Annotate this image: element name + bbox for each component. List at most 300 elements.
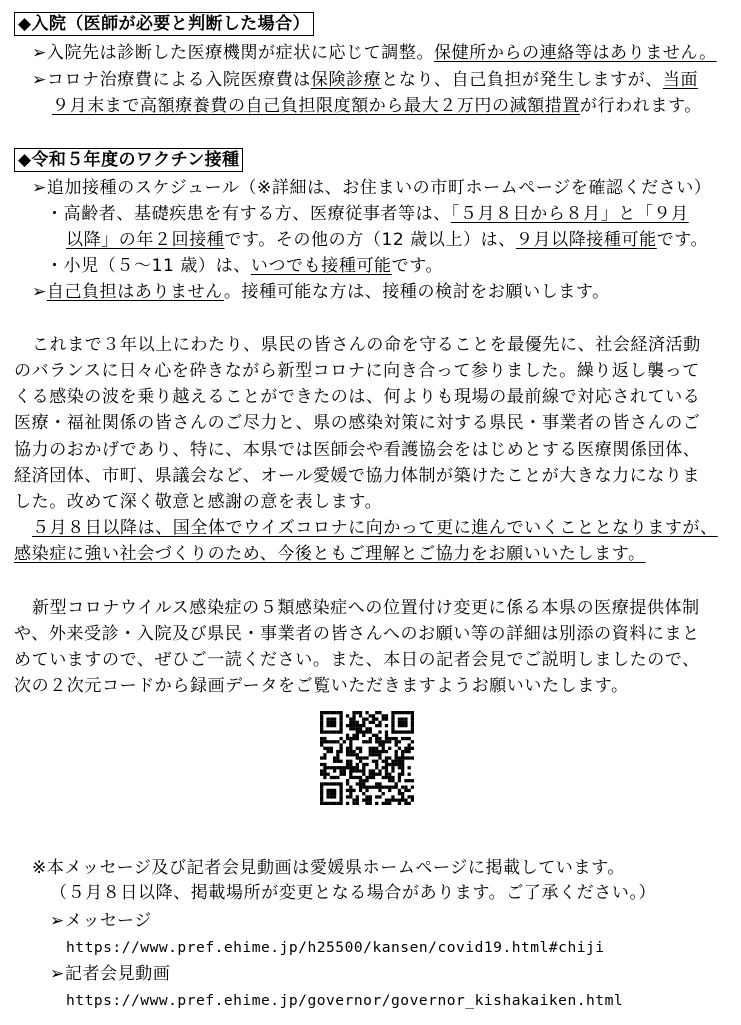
qr-module <box>330 792 333 795</box>
qr-module <box>352 769 355 772</box>
qr-module <box>401 724 404 727</box>
qr-module <box>349 776 352 779</box>
qr-module <box>378 753 381 756</box>
qr-module <box>411 721 414 724</box>
hospital-item-2-text-a: ➢コロナ治療費による入院医療費は <box>32 70 311 90</box>
qr-module <box>352 750 355 753</box>
qr-module <box>362 730 365 733</box>
qr-module <box>375 711 378 714</box>
qr-module <box>388 747 391 750</box>
qr-module <box>411 711 414 714</box>
qr-module <box>320 711 323 714</box>
qr-module <box>339 737 342 740</box>
qr-module <box>326 747 329 750</box>
qr-module <box>356 756 359 759</box>
qr-module <box>385 714 388 717</box>
qr-module <box>362 756 365 759</box>
qr-module <box>391 717 394 720</box>
qr-module <box>352 776 355 779</box>
qr-module <box>359 760 362 763</box>
qr-module <box>320 724 323 727</box>
qr-module <box>346 763 349 766</box>
qr-module <box>408 795 411 798</box>
qr-module <box>359 776 362 779</box>
qr-module <box>408 750 411 753</box>
footer-note-2: （５月８日以降、掲載場所が変更となる場合があります。ご了承ください。） <box>50 883 657 903</box>
qr-module <box>411 717 414 720</box>
qr-module <box>382 747 385 750</box>
qr-module <box>365 789 368 792</box>
qr-module <box>382 717 385 720</box>
qr-module <box>411 727 414 730</box>
qr-module <box>388 737 391 740</box>
qr-module <box>330 724 333 727</box>
qr-module <box>369 773 372 776</box>
qr-module <box>391 795 394 798</box>
qr-module <box>398 760 401 763</box>
qr-module <box>365 799 368 802</box>
qr-module <box>404 789 407 792</box>
qr-module <box>346 779 349 782</box>
hospital-item-2-line-2 <box>52 95 702 117</box>
qr-module <box>333 756 336 759</box>
qr-module <box>333 721 336 724</box>
hospital-item-1-underlined: 保健所からの連絡等はありません。 <box>434 43 717 63</box>
vaccine-elderly-text-a: ・高齢者、基礎疾患を有する方、医療従事者等は、 <box>46 204 451 224</box>
qr-module <box>336 753 339 756</box>
qr-module <box>356 799 359 802</box>
qr-module <box>320 730 323 733</box>
paragraph-1-underlined-line-2: 感染症に強い社会づくりのため、今後ともご理解とご協力をお願いいたします。 <box>14 544 646 564</box>
qr-module <box>326 740 329 743</box>
qr-module <box>356 734 359 737</box>
qr-module <box>352 789 355 792</box>
qr-module <box>385 763 388 766</box>
qr-module <box>411 747 414 750</box>
qr-module <box>398 789 401 792</box>
qr-module <box>339 782 342 785</box>
qr-module <box>349 789 352 792</box>
qr-module <box>398 763 401 766</box>
qr-module <box>356 747 359 750</box>
qr-module <box>359 786 362 789</box>
qr-module <box>365 717 368 720</box>
qr-module <box>323 747 326 750</box>
qr-module <box>359 727 362 730</box>
qr-module <box>346 737 349 740</box>
qr-module <box>346 802 349 805</box>
qr-module <box>385 776 388 779</box>
vaccine-cost <box>32 281 610 303</box>
qr-module <box>378 786 381 789</box>
qr-module <box>375 802 378 805</box>
qr-module <box>401 799 404 802</box>
qr-module <box>369 727 372 730</box>
qr-module <box>352 721 355 724</box>
qr-module <box>365 711 368 714</box>
qr-module <box>339 760 342 763</box>
qr-module <box>333 769 336 772</box>
qr-module <box>375 717 378 720</box>
paragraph-1-underlined-line-1: ５月８日以降は、国全体でウイズコロナに向かって更に進んでいくこととなりますが、 <box>32 518 718 538</box>
qr-module <box>391 724 394 727</box>
qr-module <box>339 721 342 724</box>
qr-module <box>372 747 375 750</box>
qr-module <box>391 763 394 766</box>
qr-module <box>352 717 355 720</box>
qr-module <box>333 766 336 769</box>
hospital-item-2-line-1 <box>32 69 698 91</box>
qr-module <box>359 750 362 753</box>
qr-module <box>339 789 342 792</box>
qr-module <box>398 747 401 750</box>
qr-module <box>365 795 368 798</box>
footer-video-label: ➢記者会見動画 <box>50 964 171 984</box>
qr-module <box>362 792 365 795</box>
qr-module <box>401 756 404 759</box>
qr-module <box>320 789 323 792</box>
qr-module <box>369 802 372 805</box>
qr-module <box>391 721 394 724</box>
qr-module <box>333 776 336 779</box>
qr-module <box>330 802 333 805</box>
qr-module <box>356 769 359 772</box>
hospital-item-2-text-b: となり、自己負担が発生しますが、 <box>381 70 663 90</box>
qr-module <box>372 776 375 779</box>
qr-module <box>336 776 339 779</box>
qr-module <box>362 721 365 724</box>
qr-module <box>352 799 355 802</box>
qr-module <box>375 747 378 750</box>
qr-module <box>372 714 375 717</box>
qr-module <box>411 786 414 789</box>
qr-module <box>356 724 359 727</box>
qr-module <box>369 737 372 740</box>
qr-module <box>375 740 378 743</box>
vaccine-child-text-b: です。 <box>391 256 444 276</box>
footer-video-url-link[interactable]: https://www.pref.ehime.jp/governor/governor_kishakaiken.html <box>66 992 624 1009</box>
vaccine-child <box>46 255 443 277</box>
qr-module <box>395 799 398 802</box>
qr-module <box>401 766 404 769</box>
qr-module <box>349 750 352 753</box>
qr-module <box>365 730 368 733</box>
qr-module <box>339 714 342 717</box>
qr-module <box>326 789 329 792</box>
qr-module <box>326 717 329 720</box>
qr-module <box>369 721 372 724</box>
qr-module <box>359 779 362 782</box>
qr-module <box>398 740 401 743</box>
qr-module <box>339 711 342 714</box>
qr-module <box>398 721 401 724</box>
paragraph-1-line: これまで３年以上にわたり、県民の皆さんの命を守ることを最優先に、社会経済活動 <box>32 335 701 355</box>
qr-module <box>369 740 372 743</box>
qr-module <box>385 802 388 805</box>
qr-module <box>330 750 333 753</box>
qr-module <box>339 743 342 746</box>
qr-module <box>349 717 352 720</box>
qr-module <box>388 776 391 779</box>
qr-module <box>346 782 349 785</box>
qr-module <box>343 766 346 769</box>
qr-module <box>349 737 352 740</box>
qr-module <box>352 734 355 737</box>
vaccine-cost-underlined: 自己負担はありません <box>46 282 224 302</box>
qr-module <box>404 747 407 750</box>
qr-module <box>388 799 391 802</box>
qr-module <box>323 776 326 779</box>
qr-module <box>369 747 372 750</box>
qr-module <box>385 730 388 733</box>
qr-module <box>333 792 336 795</box>
qr-module <box>372 760 375 763</box>
qr-module <box>320 792 323 795</box>
qr-module <box>395 763 398 766</box>
qr-module <box>411 795 414 798</box>
qr-module <box>388 763 391 766</box>
qr-module <box>395 750 398 753</box>
qr-module <box>408 711 411 714</box>
qr-module <box>330 782 333 785</box>
qr-module <box>404 756 407 759</box>
qr-module <box>356 763 359 766</box>
qr-module <box>339 750 342 753</box>
qr-module <box>330 730 333 733</box>
qr-module <box>385 769 388 772</box>
qr-module <box>349 727 352 730</box>
qr-module <box>382 786 385 789</box>
qr-module <box>382 776 385 779</box>
hospital-item-2-text-c: が行われます。 <box>580 96 702 116</box>
qr-module <box>336 711 339 714</box>
vaccine-child-underlined: いつでも接種可能 <box>250 256 392 276</box>
qr-module <box>411 799 414 802</box>
qr-module <box>388 756 391 759</box>
qr-module <box>382 714 385 717</box>
qr-module <box>372 786 375 789</box>
qr-module <box>388 786 391 789</box>
qr-module <box>320 756 323 759</box>
qr-module <box>382 740 385 743</box>
vaccine-cost-text: 。接種可能な方は、接種の検討をお願いします。 <box>223 282 610 302</box>
qr-module <box>395 737 398 740</box>
qr-module <box>356 753 359 756</box>
qr-module <box>378 724 381 727</box>
qr-module <box>323 782 326 785</box>
qr-module <box>339 792 342 795</box>
qr-module <box>391 711 394 714</box>
qr-module <box>398 776 401 779</box>
qr-module <box>339 730 342 733</box>
qr-module <box>323 802 326 805</box>
qr-module <box>343 769 346 772</box>
qr-module <box>398 711 401 714</box>
qr-module <box>408 789 411 792</box>
qr-module <box>408 743 411 746</box>
qr-module <box>382 750 385 753</box>
qr-module <box>395 730 398 733</box>
qr-module <box>401 795 404 798</box>
qr-module <box>365 740 368 743</box>
qr-module <box>336 782 339 785</box>
qr-module <box>320 740 323 743</box>
qr-module <box>391 727 394 730</box>
qr-module <box>326 750 329 753</box>
vaccine-elderly-line-2 <box>66 229 708 251</box>
qr-module <box>375 773 378 776</box>
qr-module <box>346 795 349 798</box>
qr-module <box>336 760 339 763</box>
qr-module <box>388 802 391 805</box>
qr-module <box>365 779 368 782</box>
hospital-item-1 <box>32 42 717 64</box>
qr-module <box>398 756 401 759</box>
paragraph-2-line: 次の２次元コードから録画データをご覧いただきますようお願いいたします。 <box>14 676 629 696</box>
qr-module <box>362 766 365 769</box>
qr-module <box>346 747 349 750</box>
vaccine-cost-arrow: ➢ <box>32 282 47 302</box>
qr-module <box>320 773 323 776</box>
qr-module <box>323 711 326 714</box>
qr-module <box>395 760 398 763</box>
qr-module <box>385 740 388 743</box>
qr-module <box>326 721 329 724</box>
qr-module <box>375 760 378 763</box>
qr-module <box>395 753 398 756</box>
qr-module <box>369 799 372 802</box>
vaccine-child-text-a: ・小児（５～11 歳）は、 <box>46 256 251 276</box>
vaccine-elderly-underlined-b: 以降」の年２回接種 <box>66 230 225 250</box>
qr-module <box>320 786 323 789</box>
qr-module <box>411 756 414 759</box>
qr-module <box>349 753 352 756</box>
qr-module <box>404 799 407 802</box>
qr-module <box>385 760 388 763</box>
qr-module <box>352 753 355 756</box>
qr-module <box>398 724 401 727</box>
qr-code-graphic <box>320 711 414 805</box>
qr-module <box>398 779 401 782</box>
qr-module <box>375 750 378 753</box>
qr-module <box>388 779 391 782</box>
qr-module <box>326 711 329 714</box>
vaccine-elderly-text-b: です。その他の方（12 歳以上）は、 <box>224 230 516 250</box>
qr-module <box>408 737 411 740</box>
qr-module <box>395 756 398 759</box>
qr-module <box>369 769 372 772</box>
qr-module <box>333 730 336 733</box>
qr-module <box>388 773 391 776</box>
qr-module <box>401 730 404 733</box>
qr-module <box>404 737 407 740</box>
qr-module <box>375 763 378 766</box>
qr-module <box>385 786 388 789</box>
footer-message-label: ➢メッセージ <box>50 911 152 931</box>
qr-module <box>372 750 375 753</box>
qr-module <box>411 779 414 782</box>
qr-module <box>401 760 404 763</box>
qr-module <box>320 727 323 730</box>
qr-module <box>362 786 365 789</box>
qr-module <box>388 740 391 743</box>
qr-module <box>359 714 362 717</box>
qr-module <box>369 750 372 753</box>
qr-module <box>326 792 329 795</box>
qr-module <box>395 782 398 785</box>
qr-module <box>411 714 414 717</box>
qr-module <box>352 714 355 717</box>
qr-module <box>404 802 407 805</box>
qr-module <box>330 789 333 792</box>
qr-module <box>401 711 404 714</box>
qr-module <box>349 786 352 789</box>
qr-module <box>378 769 381 772</box>
qr-module <box>382 743 385 746</box>
qr-module <box>346 766 349 769</box>
paragraph-1-line: くる感染の波を乗り越えることができたのは、何よりも現場の最前線で対応されている <box>14 387 701 407</box>
qr-module <box>339 795 342 798</box>
qr-module <box>339 747 342 750</box>
qr-module <box>372 769 375 772</box>
qr-module <box>343 773 346 776</box>
qr-module <box>356 711 359 714</box>
qr-module <box>349 724 352 727</box>
qr-module <box>320 802 323 805</box>
qr-module <box>323 773 326 776</box>
qr-module <box>362 724 365 727</box>
qr-module <box>349 769 352 772</box>
paragraph-1-line: のバランスに日々心を砕きながら新型コロナに向き合って参りました。繰り返し襲って <box>14 361 700 381</box>
qr-module <box>356 776 359 779</box>
qr-module <box>320 769 323 772</box>
qr-module <box>372 773 375 776</box>
qr-module <box>404 711 407 714</box>
qr-module <box>349 743 352 746</box>
qr-module <box>369 776 372 779</box>
qr-module <box>388 789 391 792</box>
qr-module <box>336 802 339 805</box>
qr-module <box>352 737 355 740</box>
qr-module <box>401 750 404 753</box>
footer-message-url-link[interactable]: https://www.pref.ehime.jp/h25500/kansen/covid19.html#chiji <box>66 939 605 956</box>
qr-module <box>330 740 333 743</box>
qr-module <box>339 717 342 720</box>
qr-module <box>326 724 329 727</box>
qr-module <box>326 730 329 733</box>
qr-module <box>323 737 326 740</box>
qr-module <box>323 753 326 756</box>
qr-module <box>378 773 381 776</box>
qr-module <box>372 717 375 720</box>
qr-module <box>385 734 388 737</box>
qr-module <box>339 724 342 727</box>
qr-module <box>320 721 323 724</box>
qr-module <box>326 802 329 805</box>
qr-module <box>408 773 411 776</box>
vaccine-elderly-text-c: です。 <box>656 230 709 250</box>
qr-module <box>401 737 404 740</box>
paragraph-1-line: 医療・福祉関係の皆さんのご尽力と、県の感染対策に対する県民・事業者の皆さんのご <box>14 413 701 433</box>
qr-module <box>333 782 336 785</box>
qr-module <box>359 747 362 750</box>
qr-module <box>378 737 381 740</box>
qr-code[interactable] <box>320 711 414 805</box>
qr-module <box>333 795 336 798</box>
qr-module <box>352 711 355 714</box>
qr-module <box>323 763 326 766</box>
qr-module <box>404 721 407 724</box>
